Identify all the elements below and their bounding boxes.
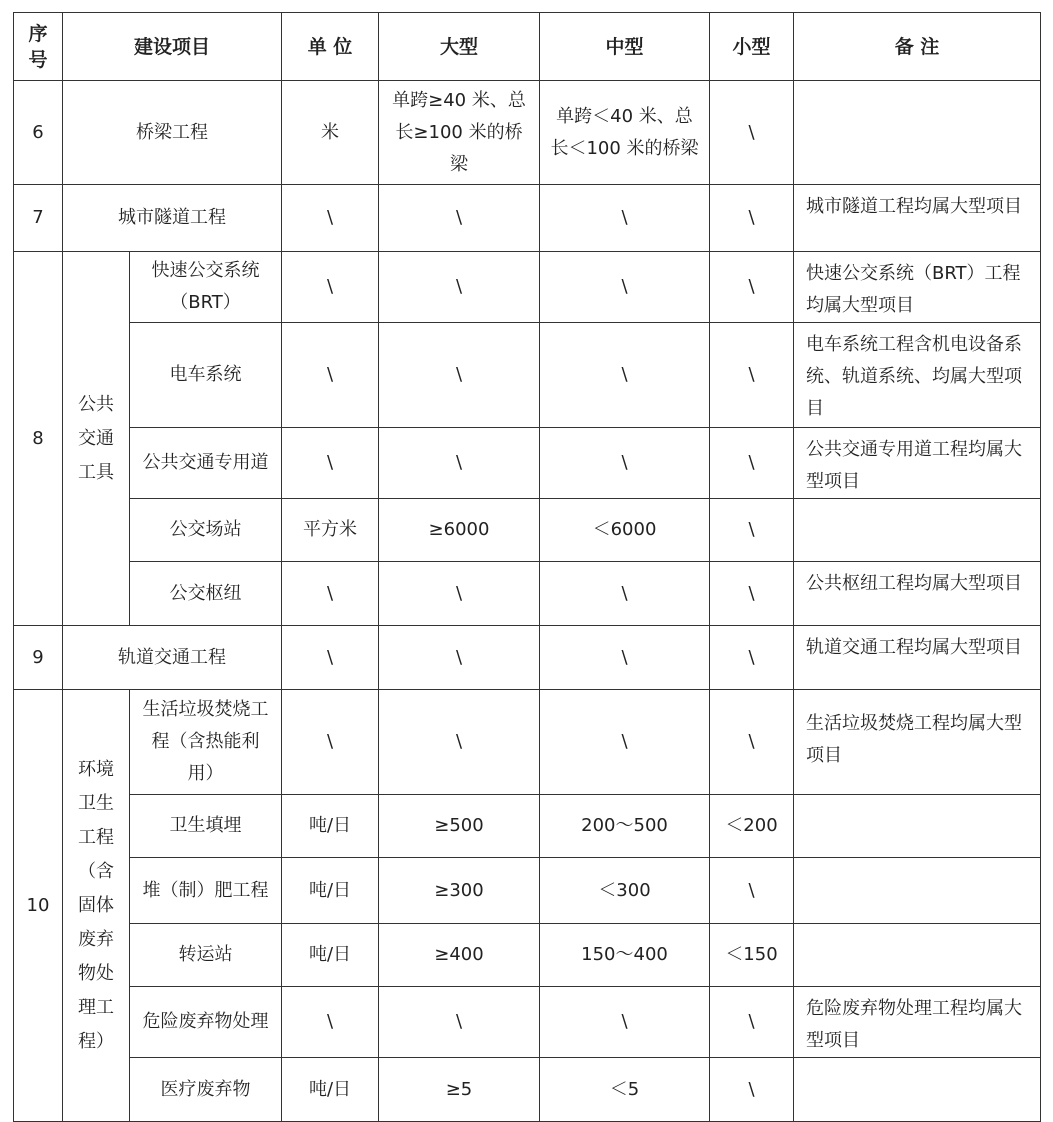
row-note: [794, 924, 1041, 987]
row-item: 公交枢纽: [130, 562, 282, 626]
row-item: 轨道交通工程: [63, 626, 282, 690]
header-seq: 序号: [14, 13, 63, 81]
row-medium: 200～500: [540, 795, 710, 858]
table-row: [14, 81, 1041, 185]
row-medium: ＜300: [540, 858, 710, 924]
row-small: \: [710, 428, 794, 499]
row-medium: 单跨＜40 米、总长＜100 米的桥梁: [540, 81, 710, 185]
row-item: 公交场站: [130, 499, 282, 562]
row-note: [794, 499, 1041, 562]
row-large: \: [379, 690, 540, 795]
row-note: 公共枢纽工程均属大型项目: [794, 562, 1041, 626]
row-medium: \: [540, 562, 710, 626]
header-small: 小型: [710, 13, 794, 81]
row-item: 卫生填埋: [130, 795, 282, 858]
row-large: ≥5: [379, 1058, 540, 1122]
row-large: 单跨≥40 米、总长≥100 米的桥梁: [379, 81, 540, 185]
row-item: 危险废弃物处理: [130, 987, 282, 1058]
table-row: [14, 252, 1041, 323]
row-unit: \: [282, 690, 379, 795]
row-large: \: [379, 323, 540, 428]
row-unit: 吨/日: [282, 924, 379, 987]
row-large: ≥300: [379, 858, 540, 924]
row-medium: 150～400: [540, 924, 710, 987]
row-item: 快速公交系统（BRT）: [130, 252, 282, 323]
row-small: \: [710, 81, 794, 185]
row-small: \: [710, 987, 794, 1058]
row-note: 生活垃圾焚烧工程均属大型项目: [794, 690, 1041, 795]
row-medium: \: [540, 428, 710, 499]
row-item: 公共交通专用道: [130, 428, 282, 499]
row-unit: \: [282, 185, 379, 252]
row-unit: 吨/日: [282, 858, 379, 924]
row-small: \: [710, 690, 794, 795]
row-group: 公共交通工具: [63, 252, 130, 626]
table-row: [14, 795, 1041, 858]
row-item: 堆（制）肥工程: [130, 858, 282, 924]
row-unit: \: [282, 323, 379, 428]
row-medium: ＜6000: [540, 499, 710, 562]
row-small: \: [710, 626, 794, 690]
header-unit: 单 位: [282, 13, 379, 81]
row-small: \: [710, 499, 794, 562]
row-medium: \: [540, 987, 710, 1058]
table-row: [14, 1058, 1041, 1122]
row-medium: \: [540, 690, 710, 795]
row-small: \: [710, 252, 794, 323]
row-small: \: [710, 323, 794, 428]
project-scale-table: [13, 12, 1041, 1122]
row-unit: 吨/日: [282, 795, 379, 858]
row-medium: \: [540, 252, 710, 323]
header-large: 大型: [379, 13, 540, 81]
row-unit: 平方米: [282, 499, 379, 562]
row-item: 城市隧道工程: [63, 185, 282, 252]
row-small: \: [710, 858, 794, 924]
row-large: \: [379, 562, 540, 626]
table-row: [14, 428, 1041, 499]
header-medium: 中型: [540, 13, 710, 81]
row-note: 公共交通专用道工程均属大型项目: [794, 428, 1041, 499]
row-large: \: [379, 626, 540, 690]
row-unit: \: [282, 562, 379, 626]
header-note: 备 注: [794, 13, 1041, 81]
row-large: \: [379, 987, 540, 1058]
row-small: \: [710, 1058, 794, 1122]
header-row: [14, 13, 1041, 81]
row-note: 危险废弃物处理工程均属大型项目: [794, 987, 1041, 1058]
row-small: ＜150: [710, 924, 794, 987]
row-small: ＜200: [710, 795, 794, 858]
row-note: [794, 81, 1041, 185]
row-large: \: [379, 428, 540, 499]
row-large: ≥6000: [379, 499, 540, 562]
row-note: [794, 795, 1041, 858]
row-unit: 米: [282, 81, 379, 185]
row-unit: 吨/日: [282, 1058, 379, 1122]
row-note: 快速公交系统（BRT）工程均属大型项目: [794, 252, 1041, 323]
row-item: 医疗废弃物: [130, 1058, 282, 1122]
row-small: \: [710, 185, 794, 252]
row-medium: \: [540, 185, 710, 252]
row-large: ≥500: [379, 795, 540, 858]
row-seq: 7: [14, 185, 63, 252]
row-note: [794, 858, 1041, 924]
row-item: 桥梁工程: [63, 81, 282, 185]
table-row: [14, 499, 1041, 562]
row-unit: \: [282, 428, 379, 499]
row-seq: 8: [14, 252, 63, 626]
table-row: [14, 562, 1041, 626]
table-row: [14, 626, 1041, 690]
row-group: 环境卫生工程（含固体废弃物处理工程）: [63, 690, 130, 1122]
table-row: [14, 858, 1041, 924]
table-row: [14, 185, 1041, 252]
row-small: \: [710, 562, 794, 626]
header-item: 建设项目: [63, 13, 282, 81]
row-large: \: [379, 252, 540, 323]
row-seq: 6: [14, 81, 63, 185]
row-seq: 10: [14, 690, 63, 1122]
row-item: 生活垃圾焚烧工程（含热能利用）: [130, 690, 282, 795]
row-note: 城市隧道工程均属大型项目: [794, 185, 1041, 252]
row-medium: \: [540, 323, 710, 428]
row-seq: 9: [14, 626, 63, 690]
row-note: [794, 1058, 1041, 1122]
row-large: ≥400: [379, 924, 540, 987]
row-item: 电车系统: [130, 323, 282, 428]
table-row: [14, 323, 1041, 428]
row-note: 轨道交通工程均属大型项目: [794, 626, 1041, 690]
row-unit: \: [282, 252, 379, 323]
row-item: 转运站: [130, 924, 282, 987]
row-unit: \: [282, 987, 379, 1058]
row-unit: \: [282, 626, 379, 690]
row-medium: ＜5: [540, 1058, 710, 1122]
table-row: [14, 690, 1041, 795]
table-row: [14, 924, 1041, 987]
row-note: 电车系统工程含机电设备系统、轨道系统、均属大型项目: [794, 323, 1041, 428]
row-large: \: [379, 185, 540, 252]
table-row: [14, 987, 1041, 1058]
row-medium: \: [540, 626, 710, 690]
